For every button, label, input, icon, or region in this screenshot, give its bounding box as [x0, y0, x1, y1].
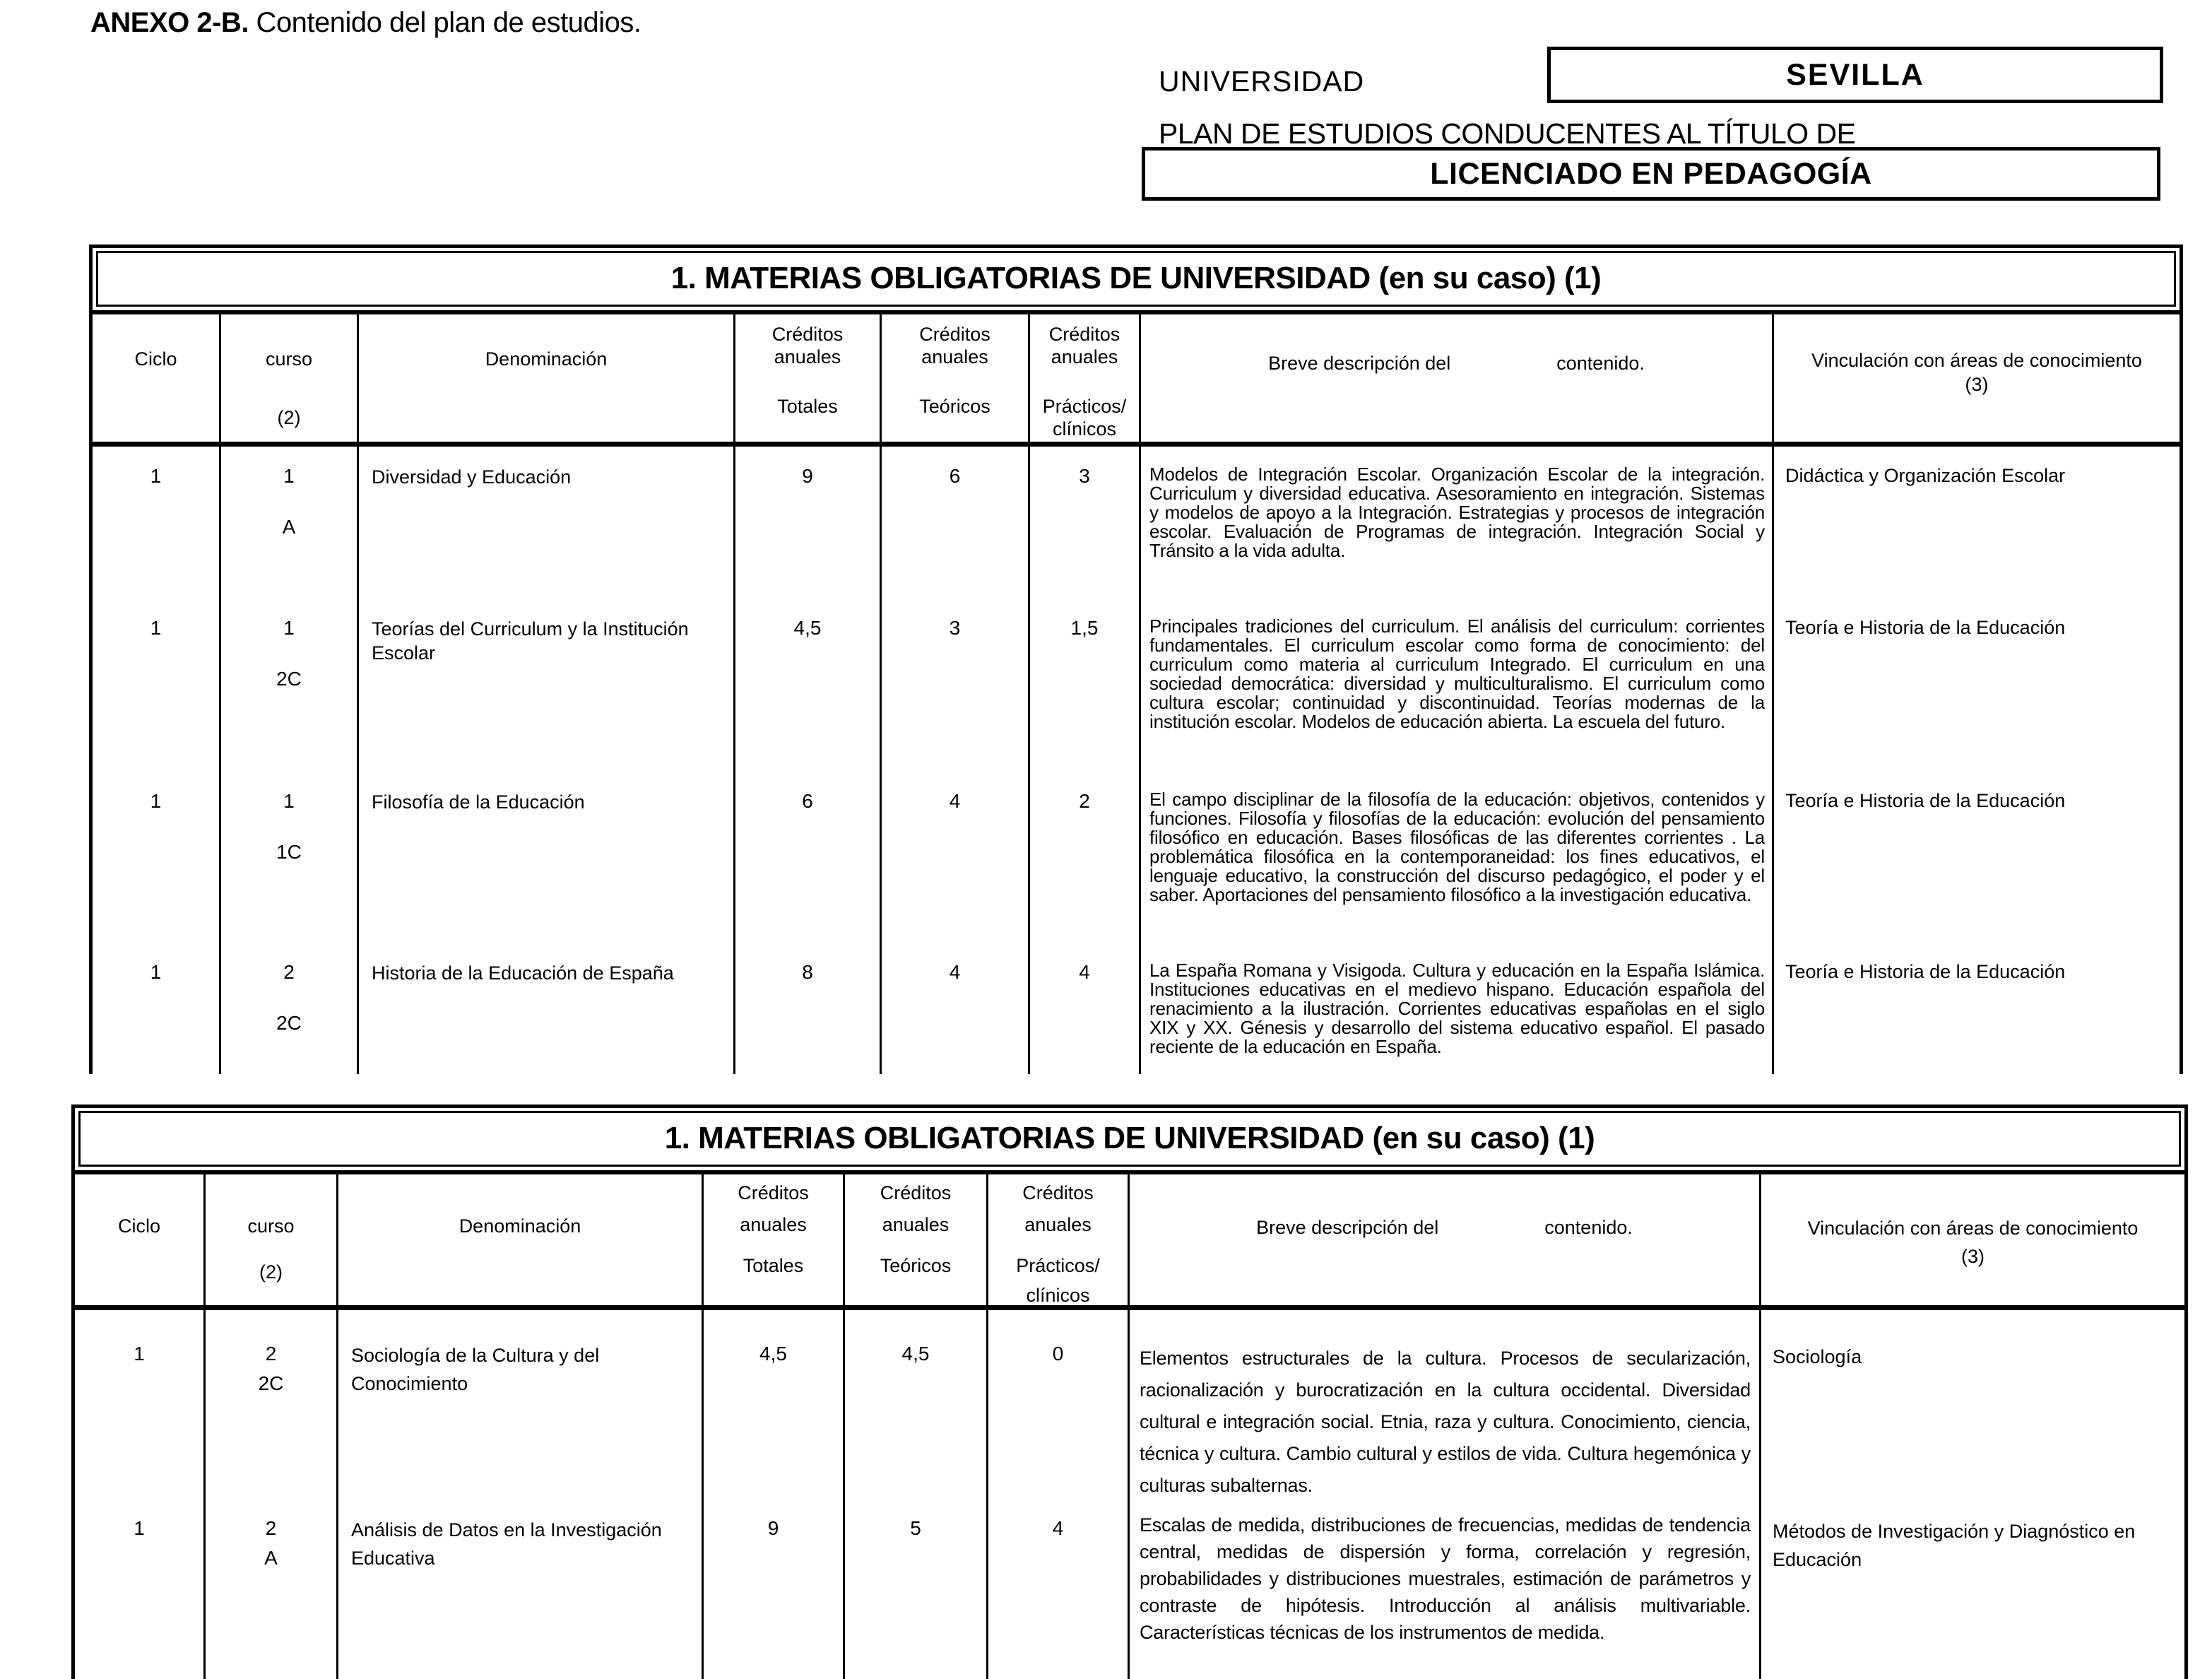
descripcion-right: contenido.	[1544, 1217, 1633, 1238]
cell-denominacion: Sociología de la Cultura y del Conocimiento	[336, 1310, 702, 1485]
header-descripcion	[1128, 1174, 1759, 1310]
table-body	[75, 1310, 2184, 1679]
header-curso-note: (2)	[259, 1261, 283, 1283]
header-curso-label: curso	[265, 348, 313, 370]
cell-vinculacion: Teoría e Historia de la Educación	[1772, 599, 2180, 772]
degree-title-box	[1142, 147, 2160, 201]
anuales-word: anuales	[774, 346, 841, 367]
header-creditos-practicos	[986, 1174, 1128, 1310]
cell-ciclo: 1	[150, 790, 162, 812]
annex-label: ANEXO 2-B.	[90, 7, 249, 38]
header-creditos-teoricos	[880, 314, 1028, 442]
anuales-word: anuales	[740, 1214, 807, 1235]
anuales-word: anuales	[1024, 1214, 1092, 1235]
curso-periodo: 1C	[276, 841, 302, 863]
table-title: 1. MATERIAS OBLIGATORIAS DE UNIVERSIDAD (en su caso) (1)	[78, 1111, 2181, 1167]
header-curso-label: curso	[247, 1215, 295, 1237]
cell-curso	[219, 599, 357, 772]
header-vinculacion	[1772, 314, 2180, 442]
curso-periodo: 2C	[276, 668, 302, 690]
creditos-word: Créditos	[738, 1182, 809, 1203]
cell-creditos-practicos: 4	[986, 1485, 1128, 1679]
degree-title: LICENCIADO EN PEDAGOGÍA	[1430, 156, 1872, 191]
header-curso-note: (2)	[277, 407, 301, 428]
cell-ciclo: 1	[150, 617, 162, 639]
creditos-word: Créditos	[1022, 1182, 1094, 1203]
cell-creditos-totales: 4,5	[733, 599, 880, 772]
annex-heading	[90, 7, 641, 39]
descripcion-left: Breve descripción del	[1268, 353, 1451, 374]
cell-creditos-teoricos: 4	[880, 772, 1028, 943]
header-ciclo	[75, 1174, 203, 1310]
cell-creditos-teoricos: 4,5	[843, 1310, 986, 1485]
anuales-word: anuales	[1051, 346, 1118, 367]
header-creditos-practicos	[1028, 314, 1139, 442]
cell-curso	[203, 1310, 336, 1485]
curso-periodo: 2C	[276, 1012, 302, 1034]
cell-curso	[219, 447, 357, 599]
creditos-word: Créditos	[1048, 324, 1120, 345]
cell-descripcion: El campo disciplinar de la filosofía de la educación: objetivos, contenidos y funciones. Filosofía y filosofías de la educación: evolución del pensamiento filosófico en educación. Bases filosóficas de las diferentes corrientes . La problemática filosófica en la contemporaneidad: los fines educativos, el lenguaje educativo, la construcción del discurso pedagógico, el poder y el saber. Aportaciones del pensamiento filosófico a la investigación educativa.	[1139, 772, 1772, 943]
cell-descripcion: Elementos estructurales de la cultura. Procesos de secularización, racionalización y burocratización en la cultura occidental. Diversidad cultural e integración social. Etnia, raza y cultura. Conocimiento, ciencia, técnica y cultura. Cambio cultural y estilos de vida. Cultura hegemónica y culturas subalternas.	[1128, 1310, 1759, 1485]
header-denominacion	[336, 1174, 702, 1310]
cell-creditos-totales: 9	[702, 1485, 843, 1679]
cell-descripcion: Escalas de medida, distribuciones de frecuencias, medidas de tendencia central, medidas de dispersión y forma, correlación y regresión, probabilidades y distribuciones muestrales, estimación de parámetros y contraste de hipótesis. Introducción al análisis multivariable. Características técnicas de los instrumentos de medida.	[1128, 1485, 1759, 1679]
cell-descripcion: Modelos de Integración Escolar. Organización Escolar de la integración. Curriculum y diversidad educativa. Asesoramiento en integración. Sistemas y modelos de apoyo a la Integración. Estrategias y procesos de integración escolar. Evaluación de Programas de integración. Integración Social y Tránsito a la vida adulta.	[1139, 447, 1772, 599]
cell-creditos-teoricos: 4	[880, 943, 1028, 1074]
cell-vinculacion: Teoría e Historia de la Educación	[1772, 943, 2180, 1074]
header-ciclo-label: Ciclo	[134, 348, 177, 370]
creditos-word: Créditos	[771, 324, 844, 345]
cell-curso	[219, 772, 357, 943]
header-ciclo-label: Ciclo	[117, 1215, 160, 1237]
table-header-row	[75, 1170, 2184, 1310]
header-denominacion-label: Denominación	[485, 348, 608, 370]
cell-creditos-teoricos: 3	[880, 599, 1028, 772]
annex-title: Contenido del plan de estudios.	[248, 7, 641, 38]
vinculacion-note: (3)	[1961, 1246, 1985, 1267]
cell-vinculacion: Sociología	[1759, 1310, 2184, 1485]
anuales-word: anuales	[882, 1214, 950, 1235]
cell-denominacion: Historia de la Educación de España	[357, 943, 733, 1074]
cell-creditos-teoricos: 6	[880, 447, 1028, 599]
cell-denominacion: Teorías del Curriculum y la Institución Escolar	[357, 599, 733, 772]
cell-creditos-practicos: 1,5	[1028, 599, 1139, 772]
cell-vinculacion: Didáctica y Organización Escolar	[1772, 447, 2180, 599]
cell-creditos-totales: 6	[733, 772, 880, 943]
university-name: SEVILLA	[1786, 57, 1924, 92]
cell-curso	[203, 1485, 336, 1679]
cell-creditos-practicos: 0	[986, 1310, 1128, 1485]
header-curso	[203, 1174, 336, 1310]
vinculacion-label: Vinculación con áreas de conocimiento	[1811, 350, 2142, 371]
curso-periodo: A	[282, 516, 296, 538]
header-curso	[219, 314, 357, 442]
descripcion-left: Breve descripción del	[1256, 1217, 1439, 1238]
vinculacion-note: (3)	[1965, 374, 1989, 395]
university-label: UNIVERSIDAD	[1159, 65, 1365, 98]
practicos-words	[988, 1251, 1128, 1310]
table-header-row	[93, 310, 2180, 447]
table-title: 1. MATERIAS OBLIGATORIAS DE UNIVERSIDAD (en su caso) (1)	[96, 251, 2176, 307]
clinicos-word: clínicos	[1052, 418, 1117, 440]
header-creditos-teoricos	[843, 1174, 986, 1310]
cell-creditos-totales: 9	[733, 447, 880, 599]
cell-descripcion: Principales tradiciones del curriculum. El análisis del curriculum: corrientes fundamentales. El curriculum escolar como forma de conocimiento: del curriculum como materia al curriculum Integrado. El curriculum en una sociedad democrática: diversidad y multiculturalismo. El curriculum como cultura escolar; continuidad y discontinuidad. Teorías modernas de la institución escolar. Modelos de educación abierta. La escuela del futuro.	[1139, 599, 1772, 772]
header-denominacion	[357, 314, 733, 442]
practicos-word: Prácticos/	[1042, 396, 1127, 417]
table-materias-obligatorias-1	[89, 245, 2183, 1074]
clinicos-word: clínicos	[1026, 1285, 1090, 1306]
curso-anio: 1	[283, 465, 295, 487]
table-materias-obligatorias-2	[71, 1104, 2188, 1679]
cell-creditos-totales: 8	[733, 943, 880, 1074]
curso-anio: 2	[265, 1517, 277, 1539]
header-vinculacion	[1759, 1174, 2184, 1310]
cell-ciclo: 1	[134, 1517, 145, 1539]
header-denominacion-label: Denominación	[459, 1215, 581, 1237]
creditos-word: Créditos	[919, 324, 990, 345]
cell-curso	[219, 943, 357, 1074]
teoricos-word: Teóricos	[880, 1255, 952, 1276]
university-name-box	[1547, 47, 2163, 103]
cell-denominacion: Análisis de Datos en la Investigación Educativa	[336, 1485, 702, 1679]
cell-ciclo: 1	[150, 961, 162, 983]
curso-periodo: A	[264, 1547, 278, 1569]
cell-creditos-teoricos: 5	[843, 1485, 986, 1679]
cell-denominacion: Diversidad y Educación	[357, 447, 733, 599]
totales-word: Totales	[777, 396, 838, 417]
cell-creditos-totales: 4,5	[702, 1310, 843, 1485]
cell-ciclo: 1	[134, 1343, 145, 1365]
header-ciclo	[93, 314, 219, 442]
header-creditos-totales	[702, 1174, 843, 1310]
cell-vinculacion: Teoría e Historia de la Educación	[1772, 772, 2180, 943]
cell-descripcion: La España Romana y Visigoda. Cultura y educación en la España Islámica. Instituciones educativas en el medievo hispano. Educación española del renacimiento a la ilustración. Corrientes educativas españolas en el siglo XIX y XX. Génesis y desarrollo del sistema educativo español. El pasado reciente de la educación en España.	[1139, 943, 1772, 1074]
vinculacion-label: Vinculación con áreas de conocimiento	[1807, 1218, 2139, 1239]
curso-periodo: 2C	[258, 1372, 284, 1394]
anuales-word: anuales	[921, 346, 988, 367]
cell-creditos-practicos: 3	[1028, 447, 1139, 599]
practicos-words	[1030, 395, 1139, 440]
curso-anio: 2	[283, 961, 295, 983]
plan-line: PLAN DE ESTUDIOS CONDUCENTES AL TÍTULO DE	[1159, 117, 1856, 150]
header-descripcion	[1139, 314, 1772, 442]
curso-anio: 1	[283, 617, 295, 639]
teoricos-word: Teóricos	[919, 396, 990, 417]
curso-anio: 2	[265, 1343, 277, 1365]
curso-anio: 1	[283, 790, 295, 812]
practicos-word: Prácticos/	[1016, 1255, 1100, 1276]
cell-creditos-practicos: 4	[1028, 943, 1139, 1074]
creditos-word: Créditos	[880, 1182, 952, 1203]
cell-denominacion: Filosofía de la Educación	[357, 772, 733, 943]
cell-creditos-practicos: 2	[1028, 772, 1139, 943]
table-body	[93, 447, 2180, 1074]
cell-vinculacion: Métodos de Investigación y Diagnóstico en Educación	[1759, 1485, 2184, 1679]
descripcion-right: contenido.	[1556, 353, 1645, 374]
header-creditos-totales	[733, 314, 880, 442]
totales-word: Totales	[743, 1255, 804, 1276]
cell-ciclo: 1	[150, 465, 162, 487]
